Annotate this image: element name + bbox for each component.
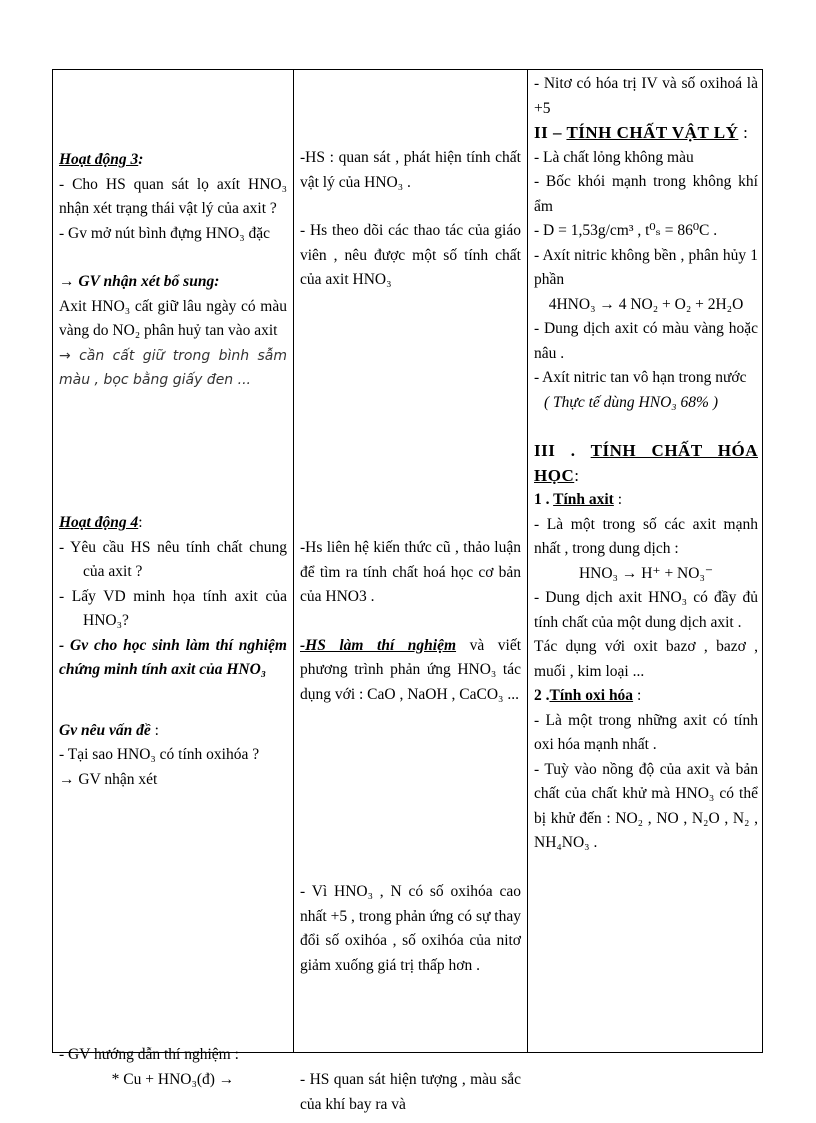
student-discuss: -Hs liên hệ kiến thức cũ , thảo luận để tìm ra tính chất hoá học cơ bản của HNO3 .	[300, 539, 521, 605]
section-2-colon: :	[738, 123, 749, 142]
physical-7: ( Thực tế dùng HNO₃ 68% )	[544, 393, 718, 411]
experiment-guide: - GV hướng dẫn thí nghiệm :	[59, 1046, 239, 1063]
teacher-comment-heading: → GV nhận xét bổ sung:	[59, 273, 220, 290]
activity-4-colon: :	[138, 514, 143, 531]
activity-4-title: Hoạt động 4	[59, 514, 139, 531]
student-experiment-title: -HS làm thí nghiệm	[300, 636, 457, 654]
sub-1-num: 1 .	[534, 491, 554, 508]
handwritten-note: → cần cất giữ trong bình sẫm màu , bọc bằng giấy đen ...	[59, 347, 287, 388]
physical-4: - Axít nitric không bền , phân hủy 1 phần	[534, 246, 758, 288]
problem-heading-colon: :	[150, 721, 159, 739]
sub-2-colon: :	[633, 687, 642, 704]
problem-comment: → GV nhận xét	[59, 770, 158, 788]
student-experiment-text: và viết phương trình phản ứng HNO₃ tác dụng với : CaO , NaOH , CaCO₃ ...	[300, 636, 522, 703]
content-column	[528, 70, 762, 1052]
activity-3-block	[59, 148, 287, 393]
content-block-1	[534, 72, 758, 856]
section-2-title: TÍNH CHẤT VẬT LÝ	[566, 123, 739, 142]
decomposition-equation: 4HNO₃ → 4 NO₂ + O₂ + 2H₂O	[548, 295, 744, 313]
physical-1: - Là chất lỏng không màu	[534, 148, 694, 166]
activity-4-experiment: - Gv cho học sinh làm thí nghiệm chứng minh tính axit của HNO₃	[59, 636, 287, 678]
teacher-activity-column	[53, 70, 294, 1088]
activity-4-line-2: - Lấy VD minh họa tính axit của HNO₃?	[59, 587, 287, 629]
student-observe-gas: - HS quan sát hiện tượng , màu sắc của khí bay ra và	[300, 1071, 521, 1113]
sub-2-title: Tính oxi hóa	[549, 687, 634, 704]
nitrogen-oxidation: - Nitơ có hóa trị IV và số oxihoá là +5	[534, 75, 758, 117]
student-observe: -HS : quan sát , phát hiện tính chất vật lý của HNO₃ .	[300, 149, 521, 191]
student-block-3	[300, 880, 521, 978]
physical-6: - Axít nitric tan vô hạn trong nước	[534, 369, 747, 386]
reaction-line: * Cu + HNO₃(đ) →	[111, 1070, 235, 1088]
physical-2: - Bốc khói mạnh trong không khí ẩm	[534, 173, 758, 215]
sub-1-colon: :	[613, 491, 623, 508]
student-block-1	[300, 146, 521, 293]
acid-3: Tác dụng với oxit bazơ , bazơ , muối , kim loại ...	[534, 638, 758, 680]
activity-4-line-1: - Yêu cầu HS nêu tính chất chung của axit ?	[59, 538, 287, 580]
activity-3-colon: :	[138, 151, 144, 168]
ionization-equation: HNO₃ → H⁺ + NO₃⁻	[578, 564, 714, 582]
student-block-2	[300, 536, 521, 707]
experiment-guide-block	[59, 1043, 287, 1092]
activity-4-block	[59, 511, 287, 792]
sub-1-title: Tính axit	[553, 491, 614, 508]
section-3-title: TÍNH CHẤT HÓA HỌC	[534, 441, 758, 485]
physical-3: - D = 1,53g/cm³ , t⁰ₛ = 86⁰C .	[534, 222, 718, 239]
section-3-colon: :	[574, 465, 580, 485]
activity-3-title: Hoạt động 3	[59, 151, 139, 168]
problem-heading: Gv nêu vấn đề	[59, 721, 151, 739]
acid-2: - Dung dịch axit HNO₃ có đầy đủ tính chất của một dung dịch axit .	[534, 589, 758, 631]
student-activity-column	[294, 70, 528, 1113]
section-2-roman: II –	[534, 123, 567, 142]
oxidizing-2: - Tuỳ vào nồng độ của axit và bản chất của chất khử mà HNO₃ có thể bị khử đến : NO₂ , NO , N₂O , N₂ , NH₄NO₃ .	[534, 760, 758, 851]
student-block-4	[300, 1068, 521, 1117]
student-follow: - Hs theo dõi các thao tác của giáo viên , nêu được một số tính chất của axit HNO₃	[300, 222, 521, 288]
activity-3-line-1: - Cho HS quan sát lọ axít HNO₃ nhận xét trạng thái vật lý của axit ?	[59, 175, 287, 217]
sub-2-num: 2 .	[534, 687, 550, 704]
physical-5: - Dung dịch axit có màu vàng hoặc nâu .	[534, 320, 758, 362]
teacher-comment-text: Axit HNO₃ cất giữ lâu ngày có màu vàng do NO₂ phân huỷ tan vào axit	[59, 297, 287, 339]
problem-question: - Tại sao HNO₃ có tính oxihóa ?	[59, 746, 260, 763]
activity-3-line-2: - Gv mở nút bình đựng HNO₃ đặc	[59, 224, 270, 242]
oxidizing-1: - Là một trong những axit có tính oxi hóa mạnh nhất .	[534, 711, 758, 753]
acid-1: - Là một trong số các axit mạnh nhất , trong dung dịch :	[534, 515, 758, 557]
lesson-table	[52, 69, 763, 1113]
section-3-roman: III .	[534, 441, 591, 460]
student-answer: - Vì HNO₃ , N có số oxihóa cao nhất +5 , trong phản ứng có sự thay đổi số oxihóa , số oxihóa của nitơ giảm xuống giá trị thấp hơn .	[300, 883, 521, 974]
